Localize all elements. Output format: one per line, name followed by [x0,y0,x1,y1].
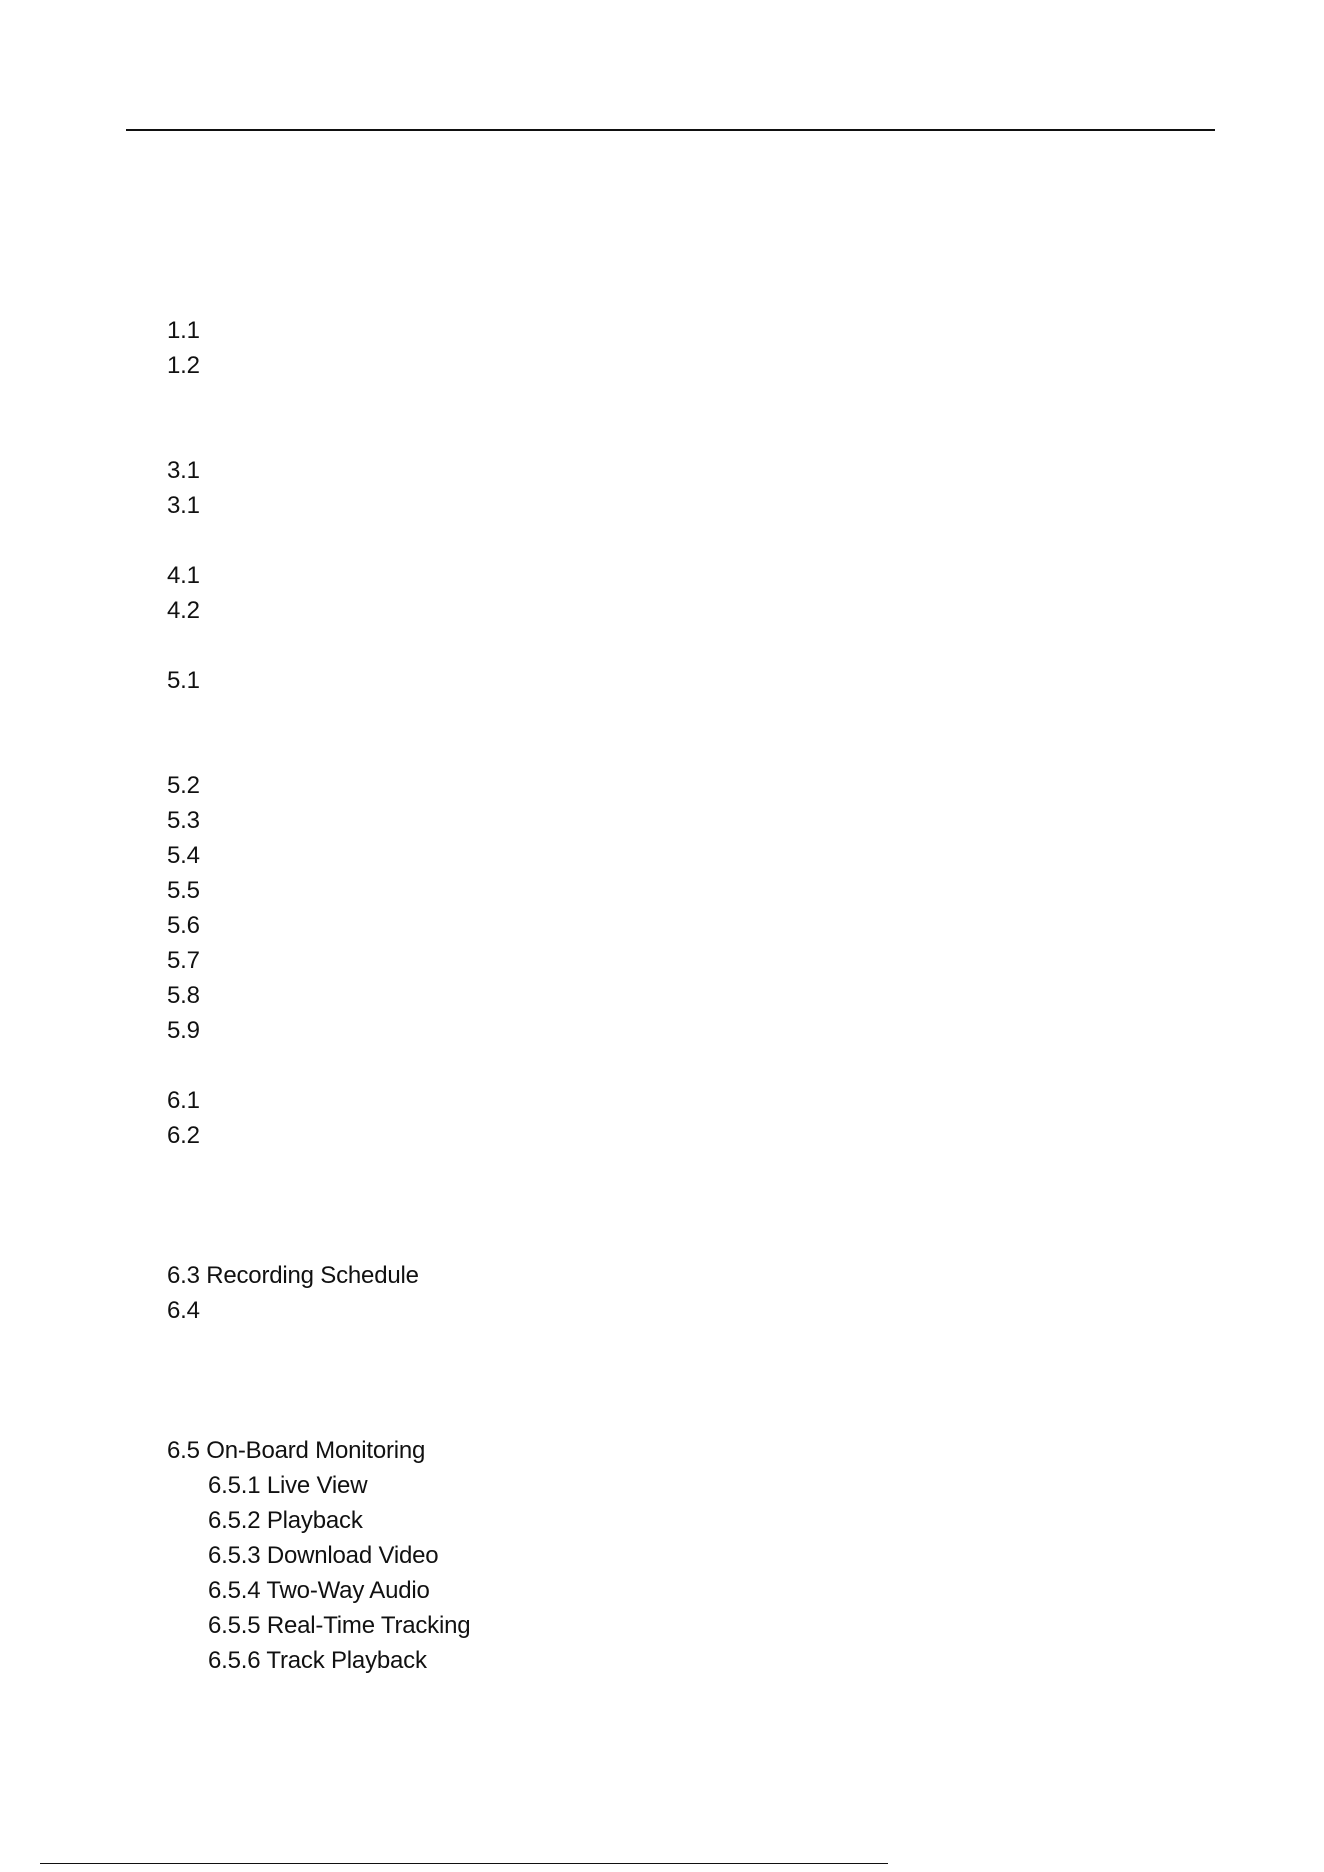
toc-entry-6-1[interactable]: 6.1 [167,1087,200,1114]
toc-entry-5-5[interactable]: 5.5 [167,877,200,904]
footer-rule [40,1863,888,1864]
toc-entry-6-5-4[interactable]: 6.5.4 Two-Way Audio [208,1577,430,1604]
toc-entry-5-4[interactable]: 5.4 [167,842,200,869]
toc-entry-6-5-1[interactable]: 6.5.1 Live View [208,1472,368,1499]
toc-entry-6-5-6[interactable]: 6.5.6 Track Playback [208,1647,427,1674]
toc-entry-5-2[interactable]: 5.2 [167,772,200,799]
toc-entry-5-3[interactable]: 5.3 [167,807,200,834]
toc-entry-1-1[interactable]: 1.1 [167,317,200,344]
toc-entry-6-5-3[interactable]: 6.5.3 Download Video [208,1542,439,1569]
toc-entry-6-5-2[interactable]: 6.5.2 Playback [208,1507,363,1534]
toc-entry-6-5[interactable]: 6.5 On-Board Monitoring [167,1437,426,1464]
toc-entry-4-1[interactable]: 4.1 [167,562,200,589]
toc-entry-5-1[interactable]: 5.1 [167,667,200,694]
toc-entry-6-2[interactable]: 6.2 [167,1122,200,1149]
toc-entry-3-1-b[interactable]: 3.1 [167,492,200,519]
toc-entry-5-9[interactable]: 5.9 [167,1017,200,1044]
toc-entry-6-4[interactable]: 6.4 [167,1297,200,1324]
toc-entry-3-1[interactable]: 3.1 [167,457,200,484]
toc-entry-4-2[interactable]: 4.2 [167,597,200,624]
toc-entry-5-6[interactable]: 5.6 [167,912,200,939]
toc-entry-6-5-5[interactable]: 6.5.5 Real-Time Tracking [208,1612,471,1639]
toc-entry-5-8[interactable]: 5.8 [167,982,200,1009]
toc-entry-5-7[interactable]: 5.7 [167,947,200,974]
toc-entry-6-3[interactable]: 6.3 Recording Schedule [167,1262,419,1289]
toc-entry-1-2[interactable]: 1.2 [167,352,200,379]
